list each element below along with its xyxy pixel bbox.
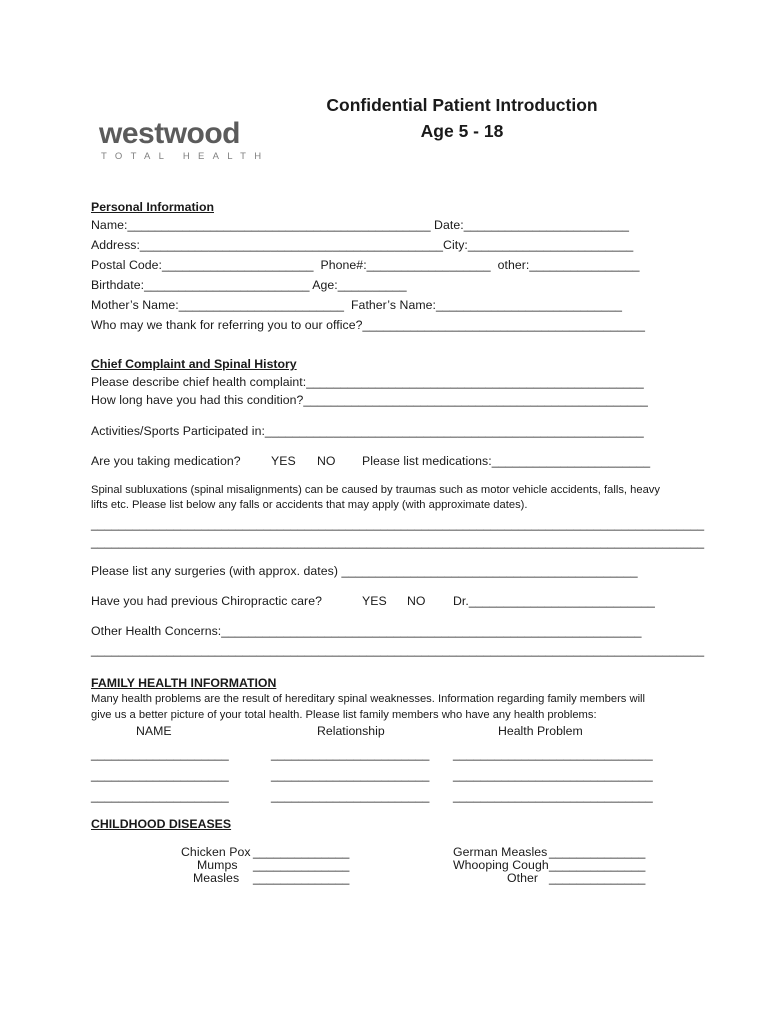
accidents-line-1[interactable]: _________________________________________________________________________________________: [91, 517, 705, 531]
disease-field-measles[interactable]: ______________: [253, 871, 350, 885]
family-relationship-field[interactable]: _______________________: [271, 789, 430, 803]
name-date-field[interactable]: Name:____________________________________________ Date:________________________: [91, 218, 630, 232]
chiropractic-question: Have you had previous Chiropractic care?: [91, 594, 322, 608]
childhood-diseases-heading: CHILDHOOD DISEASES: [91, 817, 232, 831]
chiropractic-yes-option[interactable]: YES: [362, 594, 387, 608]
disease-field-mumps[interactable]: ______________: [253, 858, 350, 872]
family-health-text-line2: give us a better picture of your total health. Please list family members who have any health problems:: [91, 709, 597, 721]
chief-complaint-field[interactable]: Please describe chief health complaint:_________________________________________________: [91, 375, 644, 389]
disease-field-chicken-pox[interactable]: ______________: [253, 845, 350, 859]
postal-phone-field[interactable]: Postal Code:______________________ Phone#:__________________ other:________________: [91, 258, 640, 272]
personal-info-heading: Personal Information: [91, 200, 214, 214]
medication-list-field[interactable]: Please list medications:_______________________: [362, 454, 651, 468]
condition-duration-field[interactable]: How long have you had this condition?__________________________________________________: [91, 393, 648, 407]
column-header-health-problem: Health Problem: [498, 724, 583, 738]
chiropractic-no-option[interactable]: NO: [407, 594, 426, 608]
column-header-relationship: Relationship: [317, 724, 385, 738]
family-name-field[interactable]: ____________________: [91, 747, 229, 761]
medication-no-option[interactable]: NO: [317, 454, 336, 468]
disease-label-chicken-pox: Chicken Pox: [181, 845, 251, 859]
family-relationship-field[interactable]: _______________________: [271, 768, 430, 782]
form-subtitle: Age 5 - 18: [420, 121, 504, 141]
column-header-name: NAME: [136, 724, 172, 738]
disease-field-whooping-cough[interactable]: ______________: [549, 858, 646, 872]
chiropractor-name-field[interactable]: Dr.___________________________: [453, 594, 655, 608]
family-relationship-field[interactable]: _______________________: [271, 747, 430, 761]
disease-label-measles: Measles: [193, 871, 240, 885]
family-problem-field[interactable]: _____________________________: [453, 768, 653, 782]
subluxation-text-line1: Spinal subluxations (spinal misalignments) can be caused by traumas such as motor vehicle accidents, falls, heavy: [91, 484, 660, 496]
birthdate-age-field[interactable]: Birthdate:________________________ Age:__________: [91, 278, 407, 292]
chief-complaint-heading: Chief Complaint and Spinal History: [91, 357, 297, 371]
disease-label-german-measles: German Measles: [453, 845, 548, 859]
logo-wordmark: westwood: [99, 117, 241, 150]
disease-label-other: Other: [507, 871, 539, 885]
family-health-text-line1: Many health problems are the result of hereditary spinal weaknesses. Information regarding family members will: [91, 693, 646, 705]
activities-field[interactable]: Activities/Sports Participated in:_______________________________________________________: [91, 424, 644, 438]
family-problem-field[interactable]: _____________________________: [453, 789, 653, 803]
accidents-line-2[interactable]: _________________________________________________________________________________________: [91, 535, 705, 549]
disease-field-other[interactable]: ______________: [549, 871, 646, 885]
disease-field-german-measles[interactable]: ______________: [549, 845, 646, 859]
surgeries-field[interactable]: Please list any surgeries (with approx. dates) ___________________________________________: [91, 564, 638, 578]
family-name-field[interactable]: ____________________: [91, 789, 229, 803]
referral-field[interactable]: Who may we thank for referring you to our office?_________________________________________: [91, 318, 645, 332]
other-concerns-line-2[interactable]: _________________________________________________________________________________________: [91, 643, 705, 657]
medication-yes-option[interactable]: YES: [271, 454, 296, 468]
subluxation-text-line2: lifts etc. Please list below any falls or accidents that may apply (with approximate dates).: [91, 499, 528, 511]
parents-names-field[interactable]: Mother’s Name:________________________ Father’s Name:___________________________: [91, 298, 622, 312]
form-title: Confidential Patient Introduction: [326, 95, 598, 115]
other-concerns-field[interactable]: Other Health Concerns:_____________________________________________________________: [91, 624, 642, 638]
family-name-field[interactable]: ____________________: [91, 768, 229, 782]
disease-label-whooping-cough: Whooping Cough: [453, 858, 549, 872]
family-problem-field[interactable]: _____________________________: [453, 747, 653, 761]
medication-question: Are you taking medication?: [91, 454, 241, 468]
disease-label-mumps: Mumps: [197, 858, 238, 872]
address-city-field[interactable]: Address:____________________________________________City:________________________: [91, 238, 634, 252]
logo-tagline: TOTAL HEALTH: [101, 151, 270, 162]
family-health-heading: FAMILY HEALTH INFORMATION: [91, 676, 277, 690]
